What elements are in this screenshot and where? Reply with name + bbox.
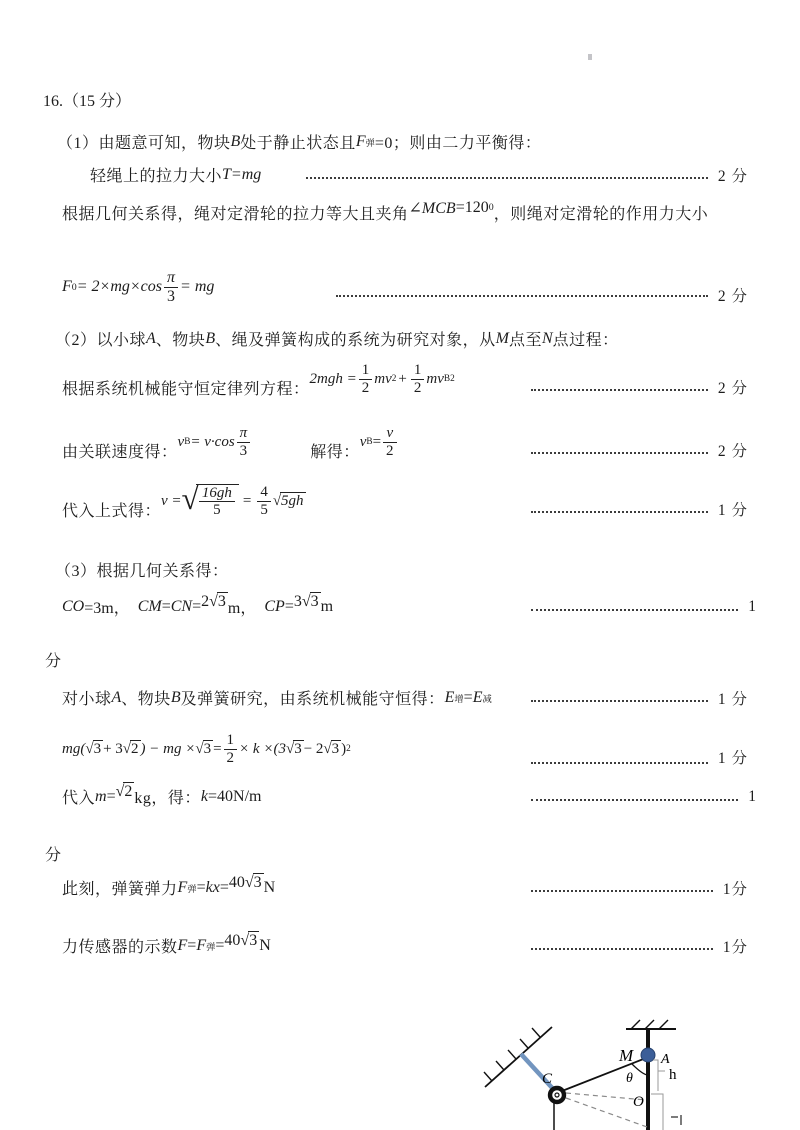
f0-content	[62, 269, 330, 305]
substitution-content	[62, 480, 525, 527]
f0-formula	[62, 269, 214, 305]
score-label: 1 分	[717, 502, 748, 519]
theta-arc	[632, 1064, 648, 1075]
velocity-content	[62, 425, 525, 467]
label-M: M	[619, 1046, 634, 1065]
score-label: 1	[748, 787, 757, 805]
part3-intro	[55, 558, 229, 581]
dotted-leader	[306, 177, 708, 179]
var-F: F	[355, 132, 366, 150]
rope	[562, 1058, 646, 1091]
one-half: $\frac{1}{2}$	[224, 732, 238, 766]
score-label: 1分	[722, 938, 748, 956]
sqrt-5gh: √5gh	[272, 493, 304, 509]
label-A: A	[661, 1052, 670, 1067]
spring-energy-equation-line	[62, 728, 748, 770]
var-A: A	[146, 329, 156, 347]
substitution-label: 代入上式得：	[62, 502, 162, 520]
pi-over-3: π 3	[237, 425, 251, 459]
score-label: 1分	[722, 880, 748, 898]
solve-label: 解得：	[310, 443, 360, 461]
f0-mid: = 2×mg×cos	[76, 278, 163, 295]
spring-force-line	[62, 873, 748, 899]
var-CM: CM	[137, 597, 162, 615]
angle-mcb: ∠MCB	[408, 199, 456, 217]
value-root2: √2	[115, 783, 133, 800]
question-number: 16.（15 分）	[43, 93, 132, 110]
pi-over-3: $\frac{\pi}{3}$	[164, 269, 178, 305]
var-CO: CO	[62, 597, 85, 615]
part2-text1: （2）以小球	[55, 332, 147, 349]
ceiling-hatching	[631, 1020, 668, 1029]
part3-intro-text: （3）根据几何关系得：	[55, 563, 229, 580]
energy-equation-line	[62, 362, 748, 409]
velocity-formula1: v B = v·cos π 3	[178, 425, 253, 459]
label-theta: θ	[626, 1071, 633, 1086]
dotted-leader	[531, 948, 713, 950]
f0-rhs: = mg	[180, 278, 215, 295]
part2-text5: 点过程：	[552, 332, 619, 349]
var-kx: kx	[205, 878, 220, 896]
rope-tension-formula: T=mg	[222, 165, 262, 183]
angle-formula	[409, 198, 494, 218]
rope-tension-line	[90, 163, 748, 186]
var-E-increase: E	[444, 688, 455, 706]
f0-line	[62, 263, 748, 311]
lower-bracket	[651, 1094, 663, 1130]
dotted-leader	[531, 452, 708, 454]
label-C: C	[542, 1071, 553, 1087]
dotted-leader	[531, 762, 708, 764]
velocity-line	[62, 425, 748, 472]
value-40root3: 40 √3	[224, 931, 258, 949]
var-k: k	[200, 787, 209, 805]
one-half: $\frac{1}{2}$	[359, 362, 373, 396]
wrapped-score-char: 分	[45, 847, 62, 864]
mass-substitution-line	[62, 785, 757, 808]
part2-text3: 、绳及弹簧构成的系统为研究对象，从	[215, 332, 496, 349]
var-F-spring: F	[196, 936, 207, 954]
sensor-reading-line	[62, 931, 748, 957]
f-subscript-tan: 弹	[365, 138, 375, 149]
question-header	[43, 88, 131, 111]
scan-speck	[588, 54, 592, 60]
score-label: 1 分	[717, 690, 748, 708]
var-CP: CP	[264, 597, 285, 615]
score-label: 2 分	[717, 380, 748, 397]
rope-tension-content	[90, 163, 300, 186]
dotted-leader	[531, 890, 713, 892]
var-F-spring: F	[177, 878, 188, 896]
geometry-values-line	[62, 592, 757, 618]
spring-energy-formula: mg( √3 + 3 √2 ) − mg × √3 = $\frac{1}{2}$ × k ×(3 √3 − 2 √3 ) 2	[62, 732, 351, 766]
var-M: M	[495, 329, 509, 347]
rope-tension-text: 轻绳上的拉力大小	[90, 168, 223, 185]
dotted-leader	[531, 609, 738, 611]
dotted-leader	[531, 389, 708, 391]
incline-hatching	[484, 1028, 540, 1081]
score-label: 2 分	[717, 288, 748, 305]
one-half: $\frac{1}{2}$	[411, 362, 425, 396]
v-over-2: $\frac{v}{2}$	[383, 425, 397, 459]
system-energy-content: 对小球 A 、物块 B 及弹簧研究，由系统机械能守恒得： E 增 = E 减	[62, 688, 492, 708]
energy-equation-content	[62, 362, 525, 404]
f0-subscript: 0	[71, 281, 77, 293]
part1-geometry-line	[62, 198, 709, 224]
var-m: m	[95, 787, 107, 805]
var-B: B	[205, 329, 216, 347]
angle-value: =120	[455, 198, 489, 216]
sensor-reading-content: 力传感器的示数 F = F 弹 = 40 √3 N	[62, 931, 271, 956]
geometry-values-content: CO =3m， CM = CN = 2 √3 m， CP = 3 √3 m	[62, 592, 334, 617]
ball-A	[641, 1048, 655, 1062]
geometry-text1: 根据几何关系得，绳对定滑轮的拉力等大且夹角	[62, 206, 409, 223]
h-bracket	[653, 1060, 658, 1091]
part2-text2: 、物块	[155, 332, 206, 349]
var-CN: CN	[170, 597, 193, 615]
part2-intro	[55, 327, 619, 350]
spring-force-content: 此刻，弹簧弹力 F 弹 = kx = 40 √3 N	[62, 873, 276, 898]
geometry-text2: ，则绳对定滑轮的作用力大小	[493, 206, 709, 223]
system-energy-line	[62, 686, 748, 709]
value-40root3: 40 √3	[228, 873, 262, 891]
part2-text4: 点至	[508, 332, 542, 349]
value-3root3: 3 √3	[293, 592, 319, 610]
energy-formula: 2mgh = $\frac{1}{2}$ mv 2 + $\frac{1}{2}$ mv B 2	[309, 362, 455, 396]
var-B: B	[170, 688, 181, 706]
label-h: h	[669, 1067, 677, 1083]
dotted-leader	[531, 700, 708, 702]
substitution-formula: v = √ $\frac{16gh}{5}$ = $\frac{4}{5}$ √5gh	[161, 480, 304, 518]
wrapped-score-char: 分	[45, 653, 62, 670]
mass-substitution-content: 代入 m = √2 kg，得： k =40N/m	[62, 783, 262, 807]
var-E-decrease: E	[472, 688, 483, 706]
f0-var: F	[62, 278, 72, 295]
label-O: O	[633, 1094, 644, 1110]
velocity-formula2: v B = $\frac{v}{2}$	[360, 425, 399, 459]
energy-label: 根据系统机械能守恒定律列方程：	[62, 380, 310, 398]
velocity-label: 由关联速度得：	[62, 443, 178, 461]
part1-intro-text2: 处于静止状态且	[240, 135, 356, 152]
score-label: 1	[748, 597, 757, 615]
var-A: A	[111, 688, 122, 706]
var-B: B	[230, 132, 241, 150]
angle-superscript: 0	[488, 202, 494, 213]
dotted-leader	[336, 295, 708, 297]
spring-energy-content	[62, 732, 525, 766]
score-label: 1 分	[717, 750, 748, 767]
four-fifths: $\frac{4}{5}$	[257, 484, 271, 518]
dotted-leader	[531, 799, 738, 801]
dotted-leader	[531, 511, 708, 513]
part1-intro	[57, 130, 541, 153]
part1-intro-text1: （1）由题意可知，物块	[57, 135, 231, 152]
pulley-C	[550, 1088, 564, 1102]
sqrt-16gh-5: √ $\frac{16gh}{5}$	[182, 484, 239, 519]
score-label: 2 分	[717, 443, 748, 460]
var-F: F	[177, 936, 188, 954]
var-N: N	[541, 329, 553, 347]
part1-intro-text3: =0；则由二力平衡得：	[374, 135, 542, 152]
physics-diagram	[470, 1003, 800, 1130]
substitution-line	[62, 480, 748, 535]
value-2root3: 2 √3	[201, 592, 226, 610]
score-label: 2 分	[717, 167, 748, 185]
